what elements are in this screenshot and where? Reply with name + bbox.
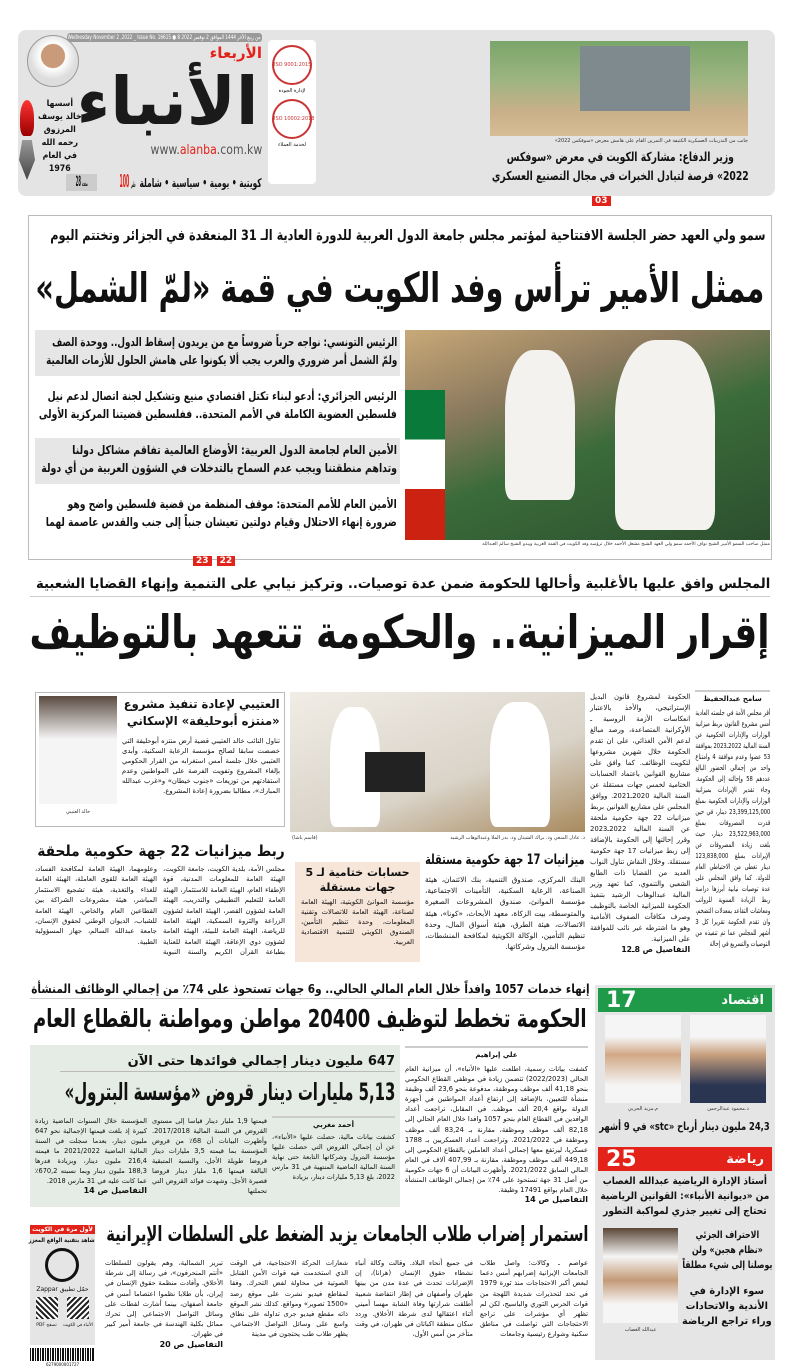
teaser-frame xyxy=(490,147,750,186)
photo-caption: عبدالله الغصاب xyxy=(624,1327,657,1333)
barcode xyxy=(30,1348,95,1361)
cert-label: لإدارة الجودة xyxy=(278,88,306,94)
subhead-frame xyxy=(35,330,400,376)
headline-frame xyxy=(600,1118,770,1136)
subheadline-frame xyxy=(122,696,280,732)
section-page: 25 xyxy=(606,1146,637,1172)
headline-frame xyxy=(30,1002,590,1036)
section-label: اقتصاد xyxy=(721,992,764,1008)
photo-caption: د. عادل المنعي ود. براك الشيتان ود. بدر الملا وعبدالوهاب الرشيد xyxy=(450,835,585,841)
article-body: المؤسسة خلال السنوات الماضية زيادة كبيرة إذ بلغت قيمتها الإجمالية نحو 647 مليون دينار، بعدما سجلت في السنة المالية الماضية 2021/2022 ما قيمته 216,4 مليون دينار، وبزيادة قدرها 188,3 مليون دينار وبما نسبته 670,2٪ عما كانت عليه في 31 مارس 2018. xyxy=(35,1117,147,1185)
caption-frame xyxy=(405,541,770,548)
subhead-frame xyxy=(682,1284,772,1342)
column xyxy=(590,692,690,954)
credit-frame xyxy=(292,834,337,842)
details-link[interactable]: التفاصيل ص 8ـ12 xyxy=(621,945,690,954)
jobs-kicker: إنهاء خدمات 1057 وافداً خلال العام المالي الحالي.. و6 جهات تستحوذ على 74٪ من إجمالي الوظائف المنشأة xyxy=(31,981,590,996)
sports-section-bar[interactable] xyxy=(598,1147,772,1171)
budget-kicker: المجلس وافق عليها بالأغلبية وأحالها للحكومة ضمن عدة توصيات.. وتركيز نيابي على التنمية وإنهاء القضايا الشعبية xyxy=(35,576,771,592)
economy-headline[interactable]: 24,3 مليون دينار أرباح «stc» في 9 أشهر xyxy=(599,1120,770,1133)
headline-frame xyxy=(60,1074,395,1110)
photo-caption: د.محمود عبدالرحمن xyxy=(707,1106,749,1112)
budget-headline[interactable]: إقرار الميزانية.. والحكومة تتعهد بالتوظيف xyxy=(29,605,771,659)
weekday-frame xyxy=(200,44,262,62)
subheadline-frame xyxy=(301,865,414,895)
details-link[interactable]: التفاصيل ص 20 xyxy=(159,1339,223,1349)
newspaper-logo: الأنباء xyxy=(76,63,259,140)
caption-frame xyxy=(390,834,585,842)
photo-caption: جانب من التدريبات العسكرية الكثيفة في التمرين القام على هامش معرض «سوفكس 2022» xyxy=(554,138,748,144)
kicker-frame xyxy=(60,1053,395,1072)
kuwait-flag xyxy=(405,390,445,540)
column-frame xyxy=(425,874,585,964)
column-frame xyxy=(590,692,690,962)
barcode-number: 6279000001727 xyxy=(45,1362,80,1367)
subheadline-frame xyxy=(35,841,285,861)
column-frame xyxy=(35,864,285,968)
article-body: شعارات الحركة الاحتجاجية، في الوقت الذي استخدمت فيه قوات الأمن القنابل الصوتية في محاولة لفض التحرك. وفقا لمقاطع فيديو نشرت على موقع رصد «1500 تصوير» ومواقع. كذلك نشر الموقع ذاته مقطع فيديو جرى تداوله على نطاق واسع على وسائل التواصل الاجتماعي، يظهر طلاب طب يحتجون في مدينة xyxy=(230,1259,348,1339)
dateline: Wednesday November 2 ,2022 _ Issue No. 16615 ● 8 من ربيع الآخر 1444 الموافق 2 نوفمبر 2022 xyxy=(68,34,261,41)
founder-note: أسسها خالد يوسف المرزوق رحمه الله في العام 1976 xyxy=(38,99,82,174)
subhead: الرئيس التونسي: نواجه حرباً ضروساً مع من يريدون إسقاط الدول.. ووحدة الصف ولمّ الشمل أمر ضروري والعرب يجب ألا يكونوا على هامش الحلول للأزمات العالمية xyxy=(45,335,398,367)
byline: سامح عبدالحفيظ xyxy=(695,690,770,703)
column-frame xyxy=(35,1116,147,1204)
jobs-headline[interactable]: الحكومة تخطط لتوظيف 20400 مواطن ومواطنة بالقطاع العام xyxy=(33,1004,587,1033)
headline-frame xyxy=(35,258,765,320)
column-frame xyxy=(355,1258,473,1360)
tagline: كويتية • يومية • سياسية • شاملة xyxy=(139,176,262,190)
zappar-frame xyxy=(30,1285,95,1294)
subhead: الرئيس الجزائري: أدعو لبناء تكتل اقتصادي منيع وتشكيل لجنة اتصال لدعم نيل فلسطين العضوية الكاملة في الأمم المتحدة.. ففلسطين قضيتنا المركزية الأولى xyxy=(38,389,397,421)
dateline-frame xyxy=(67,33,262,42)
article-body: مؤسسة الموانئ الكويتية، الهيئة العامة لصناعة، الهيئة العامة للاتصالات وتقنية المعلومات، وحدة تنظيم التأمين، الصندوق الكويتي للتنمية الاقتصادية العربية. xyxy=(301,898,414,946)
byline: علي إبراهيم xyxy=(405,1046,588,1059)
founder-frame xyxy=(38,98,82,186)
article-body: في جميع أنحاء البلاد. وقالت وكالة أنباء نشطاء حقوق الإنسان (هرانا)، إن الإضرابات تحدث في عدة مدن من بينها طهران وأصفهان في إطار انتفاضة شعبية أطلقت شرارتها وفاة الشابة مهسا أميني أثناء اعتقالها لدى شرطة الأخلاق. وردد سكان منطقة اكباتان في طهران، في وقت متأخر من أمس الأول، xyxy=(355,1259,473,1339)
zappar-link[interactable]: حمّل تطبيق Zappar xyxy=(36,1286,89,1293)
kicker-frame xyxy=(30,573,770,597)
photo-caption: ممثل صاحب السمو الأمير الشيخ نواف الأحمد سمو ولي العهد الشيخ مشعل الأحمد خلال ترؤسه وفد الكويت في القمة العربية ويبدو الشيخ سالم العبدالله xyxy=(482,542,770,547)
person-photo xyxy=(605,1015,681,1103)
website-frame xyxy=(150,143,262,159)
subheadline[interactable]: ربط ميزانيات 22 جهة حكومية ملحقة xyxy=(37,842,285,860)
subhead: الأمين العام لجامعة الدول العربية: الأوضاع العالمية تفاقم مشاكل دولنا وتداهم منطقتنا ويجب عدم السماح بالتدخلات في الشؤون العربية من أي دولة xyxy=(40,443,397,475)
headline-frame xyxy=(600,1174,770,1224)
military-exercise-photo xyxy=(490,41,748,136)
site-link[interactable]: الأنباء في الكويت xyxy=(63,1323,93,1328)
lead-headline[interactable]: ممثل الأمير ترأس وفد الكويت في قمة «لمّ الشمل» xyxy=(35,264,765,312)
iso-certificates xyxy=(268,40,316,184)
subhead: الأمين العام للأمم المتحدة: موقف المنظمة من قضية فلسطين واضح وهو ضرورة إنهاء الاحتلال وقيام دولتين تعيشان جنباً إلى جنب والقدس عاصمة لهما xyxy=(45,497,397,529)
site-frame xyxy=(64,1322,93,1329)
promo-text: شاهد بتقنية الواقع المعزز xyxy=(29,1237,96,1244)
economy-section-bar[interactable] xyxy=(598,988,772,1012)
column-frame xyxy=(105,1258,223,1360)
article-body: كشفت بيانات رسمية، اطلعت عليها «الأنباء»، أن ميزانية العام الحالي (2022/2023) تتضمن زيادة في موظفي القطاع الحكومي بنحو 41,18 ألف موظف وموظفة، مدفوعة بنحو 23,6 ألف وظيفة منشأة للتعيين، بالإضافة إلى ارتفاع أعداد المواطنين في أجهزة الدولة بواقع 20,4 ألف موظف. في المقابل، تراجعت أعداد الوافدين في القطاع العام بنحو 1057 وافدا خلال العام الحالي إلى 82,18 ألف موظف وموظفة، مقارنة بـ 83,24 ألف موظف وموظفة في 2021/2022. وتراجعت أعداد العسكريين بـ 1788 عسكريا، ليرتفع معها إجمالي أعداد العاملين بالقطاع الحكومي إلى 449,18 ألف موظف وموظفة، مقارنة بـ 407,99 آلاف في العام المالي السابق 2021/2022. وأظهرت البيانات أن 6 جهات حكومية من أصل 31 جهة تستحوذ على 74٪ من إجمالي الوظائف المنشأة خلال العام بواقع 17491 وظيفة. xyxy=(405,1065,589,1195)
sports-subhead: الاحتراف الجزئي «نظام هجين» ولن يوصلنا إلى شيء مطلقاً xyxy=(681,1230,772,1271)
page-ref[interactable]: 22 xyxy=(217,556,236,566)
headline-frame xyxy=(105,1218,590,1250)
flame-icon xyxy=(20,100,34,136)
page-ref[interactable]: 03 xyxy=(592,196,611,206)
article-body: قيمتها 1,9 مليار دينار قياسا إلى مستوى القروض في السنة المالية 2017/2018. وأظهرت البيانات أن 68٪ من قروض المؤسسة بما قيمته 3,5 مليارات دينار قروضا طويلة الأجل، والنسبة المتبقية البالغة قيمتها 1,6 مليار دينار قروضا قصيرة الأجل. وشهدت فوائد القروض التي تحملتها xyxy=(152,1117,268,1195)
loans-kicker: 647 مليون دينار إجمالي فوائدها حتى الآن xyxy=(127,1054,395,1069)
subheadline[interactable]: حسابات ختامية لـ 5 جهات مستقلة xyxy=(305,866,410,894)
promo-banner: لأول مرة في الكويت xyxy=(32,1226,93,1233)
column-frame xyxy=(152,1116,267,1204)
column xyxy=(35,1116,147,1195)
abdullah-ghassab-photo xyxy=(603,1228,678,1323)
column-frame xyxy=(480,1258,588,1360)
sports-subhead: سوء الإدارة في الأندية والاتحادات وراء تراجع الرياضة xyxy=(682,1286,772,1327)
qr-code-icon[interactable] xyxy=(67,1297,89,1319)
caption-frame xyxy=(690,1105,766,1113)
price: 100 فلس xyxy=(119,171,135,192)
article-body: تناول النائب خالد العتيبي قضية أرض منتزه أبوحليفة التي خصصت سابقا لصالح مؤسسة الرعاية السكنية، وأبدى العتيبي خلال جلسة أمس استغرابه من القرار الحكومي بإلغاء المشروع وتفويت الفرصة على المواطنين وعدم استفادتهم من توزيعات «جنوب خيطان» و«غرب عبدالله المبارك»، مطالبا بضرورة إعادة المشروع. xyxy=(122,737,280,795)
lead-kicker: سمو ولي العهد حضر الجلسة الافتتاحية لمؤتمر مجلس جامعة الدول العربية للدورة العادية الـ 31 المنعقدة في الجزائر وتختتم اليوم xyxy=(49,228,765,244)
kicker-frame xyxy=(40,225,765,247)
article-body: البنك المركزي، صندوق التنمية، بنك الائتمان، هيئة الصناعة، الرعاية السكنية، التأمينات الاجتماعية، مؤسسة الموانئ، صندوق المشروعات الصغيرة والمتوسطة، بيت الزكاة، معهد الأبحاث، «كونا»، هيئة الاتصالات، هيئة الطرق، هيئة أسواق المال، وحدة تنظيم التأمين، الوكالة الكويتية لمكافحة المنشطات، مؤسسة البترول وشركاتها. xyxy=(425,875,585,952)
article-body: أقر مجلس الأمة في جلسته العادية أمس مشروع القانون بربط ميزانية الوزارات والإدارات الحكومية عن السنة المالية 2022ـ2023 بموافقة 53 عضوا وعدم موافقة 4 وامتناع واحد من إجمالي الحضور البالغ عددهم 58 وإحالته إلى الحكومة. وجاء تقدير الإيرادات بميزانية الوزارات والإدارات الحكومية بمبلغ 23,399,125,000 دينار، في حين قدرت المصروفات بمبلغ 23,522,963,000 دينار، حيث بلغت زيادة المصروفات عن الإيرادات بمبلغ 123,838,000 دينار تغطى من الاحتياطي العام للدولة. كما وافق المجلس على عدة توصيات نيابية أبرزها دراسة ربط الزيادة السنوية للرواتب ومعاشات التقاعد بمعدلات التضخم، وان تقدم الحكومة تقريرا كل 3 أشهر للمجلس عما تم تنفيذه من التوصيات والتسريع في إحالة xyxy=(695,709,770,948)
page-ref[interactable]: 23 xyxy=(193,556,212,566)
caption-frame xyxy=(603,1326,678,1334)
teaser-headline[interactable]: وزير الدفاع: مشاركة الكويت في معرض «سوفكس 2022» فرصة لتبادل الخبرات في مجال التصنيع العسكري xyxy=(491,149,749,183)
subhead-frame xyxy=(35,384,400,430)
article-body: مجلس الأمة، بلدية الكويت، جامعة الكويت، الهيئة العامة للمعلومات المدنية، قوة الإطفاء العام، الهيئة العامة للاستثمار، الهيئة العامة للتعليم التطبيقي والتدريب، الهيئة العامة لشؤون القصر، الهيئة العامة لشؤون الزراعة والثروة السمكية، الهيئة العامة للرياضة، الهيئة العامة للبيئة، الهيئة العامة لشؤون ذوي الإعاقة، الهيئة العامة للعناية بطباعة القرآن الكريم والسنة النبوية وعلومهما، الهيئة العامة لمكافحة الفساد، الهيئة العامة للقوى العاملة، الهيئة العامة للغذاء والتغذية، هيئة تشجيع الاستثمار المباشر، هيئة مشروعات الشراكة بين القطاعين العام والخاص، الهيئة العامة للشباب، الديوان الوطني لحقوق الإنسان، جامعة عبدالله السالم، جهاز المسؤولية الطبية. xyxy=(35,865,285,957)
website-link[interactable]: www.alanba.com.kw xyxy=(150,143,262,158)
article-body: كشفت بيانات مالية، حصلت عليها «الأنباء»، عن أن إجمالي القروض التي حصلت عليها مؤسسة البترول وشركاتها التابعة حتى نهاية السنة المالية الماضية المنتهية في 31 مارس 2022، بلغ 5,13 مليارات دينار، بزيادة xyxy=(272,1133,395,1181)
photo-caption: خالد العتيبي xyxy=(65,809,91,815)
page-count: 28 صفحة xyxy=(75,174,88,190)
subhead-frame xyxy=(35,492,400,538)
barcode-frame xyxy=(30,1362,95,1368)
summit-photo xyxy=(405,330,770,540)
kicker-frame xyxy=(30,980,590,999)
logo-frame xyxy=(70,62,265,142)
photo-credit: (قاسم باشا) xyxy=(292,835,318,841)
subheadline[interactable]: ميزانيات 17 جهة حكومية مستقلة xyxy=(425,852,585,868)
headline-frame xyxy=(25,602,775,664)
column-frame xyxy=(272,1132,395,1204)
section-label: رياضة xyxy=(726,1151,764,1167)
caption-frame xyxy=(605,1105,681,1113)
promo-text-frame xyxy=(30,1236,95,1245)
details-link[interactable]: التفاصيل ص 14 xyxy=(524,1195,588,1205)
article-body: تبريز الشمالية، وهم يقولون للسلطات «أنتم المنحرفون»، في رسالة إلى شرطة الأخلاق. وأفادت منظمة حقوق الإنسان في إيران، بأن طلابا نظموا اعتصاما أمس في جامعة أصفهان، بينما أشارت لقطات على وسائل التواصل الاجتماعي إلى تحرك مماثل بكلية الهندسة في جامعة أمير كبير في طهران. xyxy=(105,1259,223,1339)
article-body: عواصم ـ وكالات: واصل طلاب الجامعات الإيرانية إضرابهم أمس دعما لبعض أكبر الاحتجاجات منذ ثورة 1979 في تحد لتحذيرات شديدة اللهجة من قوات الحرس الثوري والباسيج، لكن لم تظهر أي مؤشرات على تراجع الاحتجاجات التي تواصلت في مناطق سكنية وشوارع رئيسية وجامعات xyxy=(480,1259,588,1339)
column-frame xyxy=(405,1064,588,1206)
column xyxy=(105,1258,223,1349)
iso-seal-icon: ISO 9001:2015 xyxy=(272,45,312,85)
khaled-otaibi-photo xyxy=(39,696,117,804)
iso-seal-icon: ISO 10002:2018 xyxy=(272,99,312,139)
parliament-photo xyxy=(290,692,585,832)
founder-portrait xyxy=(27,35,79,87)
column-frame xyxy=(695,708,770,963)
tagline-frame xyxy=(137,175,262,191)
weekday: الأربعاء xyxy=(209,44,262,62)
subheadline-frame xyxy=(425,850,585,870)
cert-label: لخدمة العملاء xyxy=(278,142,306,148)
subhead-frame xyxy=(682,1228,772,1280)
sports-headline[interactable]: أستاذ الإدارة الرياضية عبدالله الغصاب من «ديوانية الأنباء»: القوانين الرياضية تحتاج إلى تغيير جذري لمواكبة التطور xyxy=(600,1176,770,1217)
byline: أحمد مغربي xyxy=(272,1116,395,1129)
person-photo xyxy=(690,1015,766,1103)
loans-headline[interactable]: 5,13 مليارات دينار قروض «مؤسسة البترول» xyxy=(64,1078,395,1106)
pdf-frame xyxy=(32,1322,61,1329)
column-frame xyxy=(122,736,280,822)
caption-frame xyxy=(39,808,117,816)
banner-frame xyxy=(30,1225,95,1234)
subhead-frame xyxy=(35,438,400,484)
column xyxy=(405,1064,588,1204)
column-frame xyxy=(230,1258,348,1360)
caption-frame xyxy=(490,137,748,145)
price-frame xyxy=(99,172,135,192)
qr-code-icon[interactable] xyxy=(36,1297,58,1319)
section-page: 17 xyxy=(606,987,637,1013)
pdf-link[interactable]: تصفح PDF xyxy=(36,1323,57,1328)
column-frame xyxy=(301,897,414,959)
iran-headline[interactable]: استمرار إضراب طلاب الجامعات يزيد الضغط على السلطات الإيرانية xyxy=(106,1222,589,1246)
details-link[interactable]: التفاصيل ص 14 xyxy=(83,1186,147,1195)
photo-caption: م.مزيد الحربي xyxy=(627,1106,659,1112)
ar-logo-icon xyxy=(45,1248,79,1282)
article-body: الحكومة لمشروع قانون البديل الإستراتيجي، والأخذ بالاعتبار انعكاسات الأزمة الروسية ـ الأوكرانية المتصاعدة، ورصد مبالغ لدعم الأمن الغذائي، على ان تقدم الحكومة خلال شهرين مشروعها لتكويت الوظائف. كما وافق على مشاريع القوانين باعتماد الحسابات الختامية لخمس جهات مستقلة عن السنة المالية 2020ـ2021. ووافق المجلس على مشاريع القوانين بربط ميزانيات 22 جهة حكومية ملحقة عن السنة المالية 2022ـ2023 وقرر إحالتها إلى الحكومة بالإضافة إلى ربط ميزانيات 17 جهة حكومية مستقلة. وخلال النقاش تناول النواب العديد من القضايا ذات الطابع الشعبي والتنموي، كما تعهد وزير المالية عبدالوهاب الرشيد بتنفيذ الحكومة للميزانية الخاصة بالتوظيف وصرف مكافآت الصفوف الأمامية وهو ما اشترطه غير نائب للموافقة على الميزانية. xyxy=(590,693,691,943)
subheadline[interactable]: العتيبي لإعادة تنفيذ مشروع «منتزه أبوحليفة» الإسكاني xyxy=(124,697,280,728)
